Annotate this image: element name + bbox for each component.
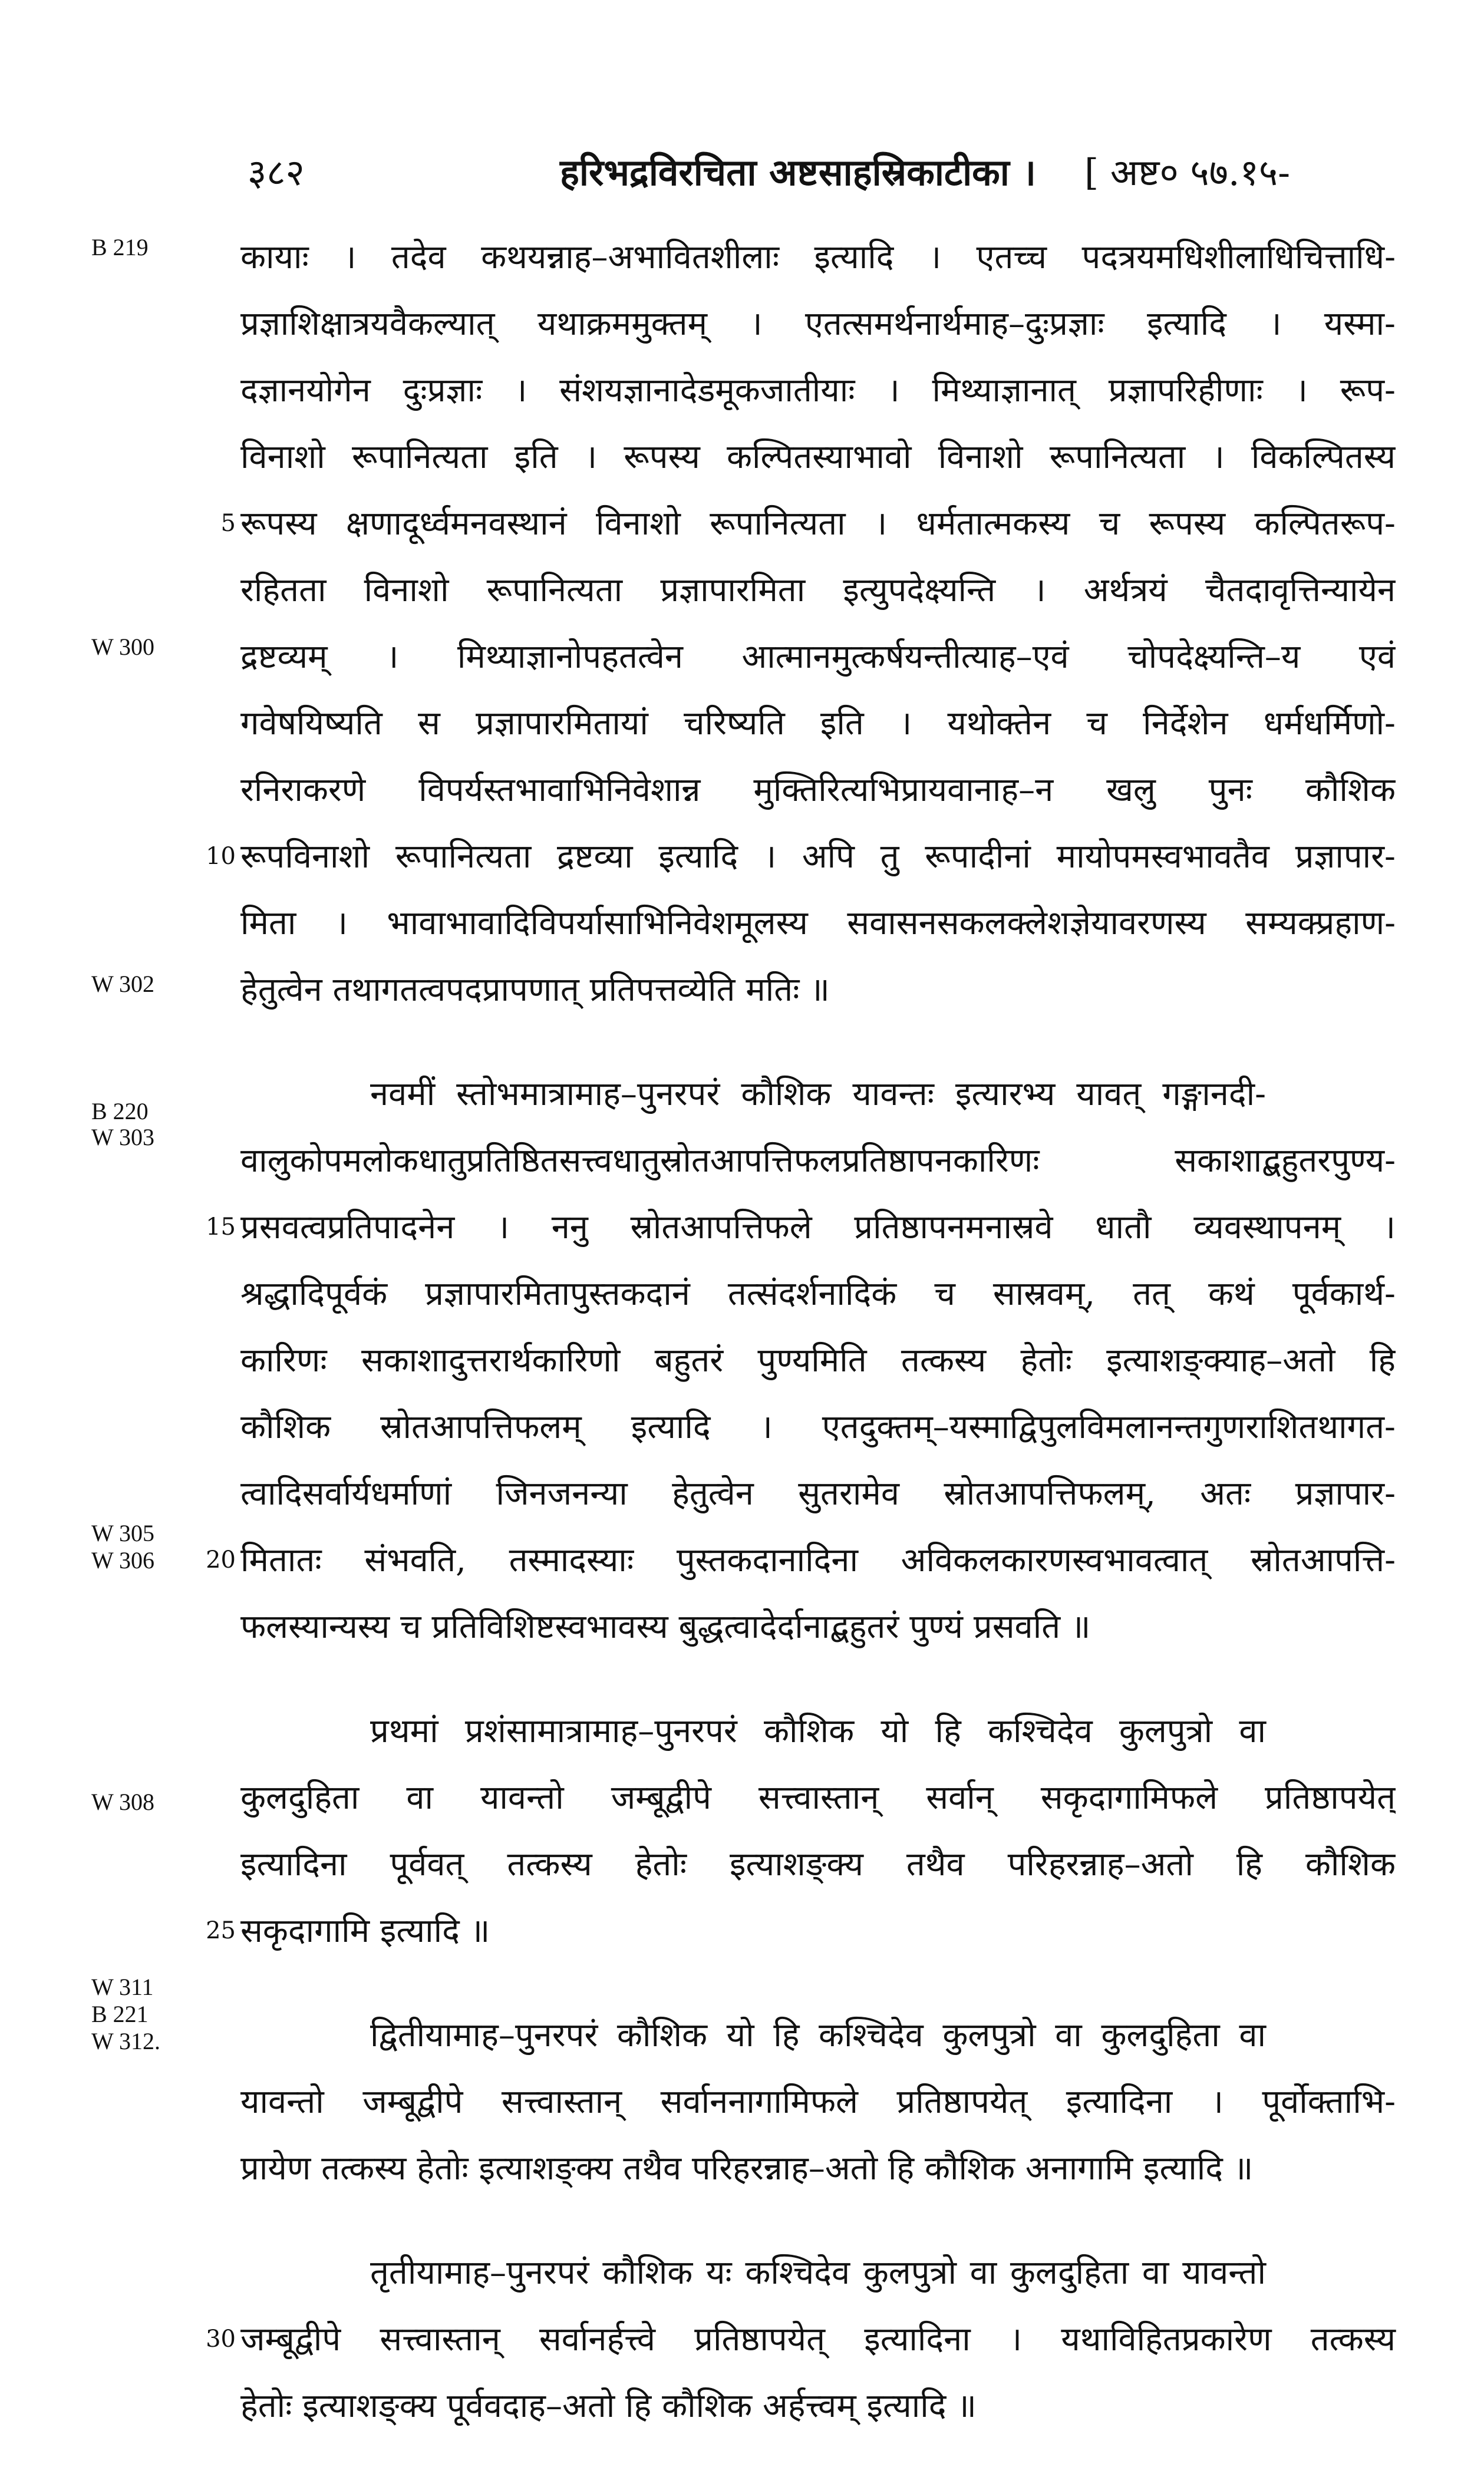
text-line — [220, 490, 1396, 557]
line-text: हेतुत्वेन तथागतत्वपदप्रापणात् प्रतिपत्तव्येति मतिः ॥ — [240, 971, 830, 1009]
text-line — [240, 890, 1396, 957]
text-line — [240, 1460, 1396, 1527]
line-text: हेतोः इत्याशङ्क्य पूर्ववदाह–अतो हि कौशिक अर्हत्त्वम् इत्यादि ॥ — [240, 2387, 977, 2425]
running-title: हरिभद्रविरचिता अष्टसाहस्रिकाटीका । — [560, 151, 1036, 194]
text-line — [240, 424, 1396, 490]
paragraph — [206, 1061, 1396, 1660]
running-header — [248, 146, 1403, 199]
text-line — [240, 690, 1396, 757]
text-line — [240, 1594, 1396, 1660]
text-line — [240, 1831, 1396, 1898]
line-text: त्वादिसर्वार्यधर्माणां जिनजनन्या हेतुत्वेन सुतरामेव स्रोतआपत्तिफलम्, अतः प्रज्ञापार- — [240, 1475, 1396, 1513]
line-text: जम्बूद्वीपे सत्त्वास्तान् सर्वानर्हत्त्वे प्रतिष्ठापयेत् इत्यादिना । यथाविहितप्रकारेण तत्कस्य — [240, 2320, 1396, 2359]
line-number: 15 — [206, 1213, 236, 1241]
line-text: तृतीयामाह–पुनरपरं कौशिक यः कश्चिदेव कुलपुत्रो वा कुलदुहिता वा यावन्तो — [370, 2254, 1266, 2292]
text-line — [206, 823, 1396, 890]
line-number: 10 — [206, 843, 236, 870]
text-line — [240, 1764, 1396, 1831]
line-text: कायाः । तदेव कथयन्नाह–अभावितशीलाः इत्यादि । एतच्च पदत्रयमधिशीलाधिचित्ताधि- — [240, 238, 1396, 276]
text-line — [206, 1898, 1396, 1964]
line-text: कुलदुहिता वा यावन्तो जम्बूद्वीपे सत्त्वास्तान् सर्वान् सकृदागामिफले प्रतिष्ठापयेत् — [240, 1779, 1396, 1817]
margin-ref: W 308 — [91, 1789, 155, 1815]
text-line — [240, 1327, 1396, 1394]
text-line — [206, 1194, 1396, 1261]
line-number: 30 — [206, 2326, 236, 2353]
text-line — [240, 757, 1396, 823]
line-text: फलस्यान्यस्य च प्रतिविशिष्टस्वभावस्य बुद्धत्वादेर्दानाद्बहुतरं पुण्यं प्रसवति ॥ — [240, 1608, 1091, 1646]
margin-ref: W 305 — [91, 1520, 155, 1546]
text-line — [240, 2069, 1396, 2135]
line-text: मिता । भावाभावादिविपर्यासाभिनिवेशमूलस्य सवासनसकलक्लेशज्ञेयावरणस्य सम्यक्प्रहाण- — [240, 904, 1396, 942]
line-text: इत्यादिना पूर्ववत् तत्कस्य हेतोः इत्याशङ्क्य तथैव परिहरन्नाह–अतो हि कौशिक — [240, 1845, 1396, 1884]
line-text: प्रायेण तत्कस्य हेतोः इत्याशङ्क्य तथैव परिहरन्नाह–अतो हि कौशिक अनागामि इत्यादि ॥ — [240, 2149, 1254, 2188]
line-text: सकृदागामि इत्यादि ॥ — [240, 1912, 490, 1950]
margin-ref: W 311 — [91, 1974, 154, 2000]
line-text: वालुकोपमलोकधातुप्रतिष्ठितसत्त्वधातुस्रोतआपत्तिफलप्रतिष्ठापनकारिणः सकाशाद्बहुतरपुण्य- — [240, 1142, 1396, 1180]
line-text: द्वितीयामाह–पुनरपरं कौशिक यो हि कश्चिदेव कुलपुत्रो वा कुलदुहिता वा — [370, 2016, 1266, 2054]
text-line — [240, 624, 1396, 690]
line-text: रहितता विनाशो रूपानित्यता प्रज्ञापारमिता इत्युपदेक्ष्यन्ति । अर्थत्रयं चैतदावृत्तिन्यायेन — [240, 571, 1396, 609]
margin-ref: B 220 — [91, 1098, 149, 1124]
line-text: नवमीं स्तोभमात्रामाह–पुनरपरं कौशिक यावन्तः इत्यारभ्य यावत् गङ्गानदी- — [370, 1075, 1266, 1113]
line-text: कौशिक स्रोतआपत्तिफलम् इत्यादि । एतदुक्तम्–यस्माद्विपुलविमलानन्तगुणराशितथागत- — [240, 1408, 1396, 1446]
text-line — [240, 2373, 1396, 2439]
text-line — [206, 2306, 1396, 2373]
text-line — [240, 957, 1396, 1023]
line-text: गवेषयिष्यति स प्रज्ञापारमितायां चरिष्यति इति । यथोक्तेन च निर्देशेन धर्मधर्मिणो- — [240, 704, 1396, 743]
page-number: ३८२ — [248, 151, 305, 194]
line-text: श्रद्धादिपूर्वकं प्रज्ञापारमितापुस्तकदानं तत्संदर्शनादिकं च सास्रवम्, तत् कथं पूर्वकार्थ- — [240, 1275, 1396, 1313]
margin-ref: W 306 — [91, 1547, 155, 1574]
section-reference: [ अष्ट० ५७.१५- — [1084, 151, 1291, 194]
text-line — [240, 291, 1396, 357]
text-line — [240, 2239, 1396, 2306]
margin-ref: B 219 — [91, 234, 149, 260]
text-line — [240, 1127, 1396, 1194]
line-text: दज्ञानयोगेन दुःप्रज्ञाः । संशयज्ञानादेडमूकजातीयाः । मिथ्याज्ञानात् प्रज्ञापरिहीणाः । रूप- — [240, 371, 1396, 410]
text-line — [240, 1698, 1396, 1764]
text-line — [240, 1261, 1396, 1327]
line-number: 25 — [206, 1917, 236, 1944]
text-line — [240, 1394, 1396, 1460]
line-text: प्रथमां प्रशंसामात्रामाह–पुनरपरं कौशिक यो हि कश्चिदेव कुलपुत्रो वा — [370, 1712, 1266, 1750]
line-text: यावन्तो जम्बूद्वीपे सत्त्वास्तान् सर्वाननागामिफले प्रतिष्ठापयेत् इत्यादिना । पूर्वोक्ताभि- — [240, 2083, 1396, 2121]
text-line — [240, 224, 1396, 291]
line-text: विनाशो रूपानित्यता इति । रूपस्य कल्पितस्याभावो विनाशो रूपानित्यता । विकल्पितस्य — [240, 438, 1396, 476]
paragraph — [206, 1698, 1396, 1964]
line-text: रूपविनाशो रूपानित्यता द्रष्टव्या इत्यादि । अपि तु रूपादीनां मायोपमस्वभावतैव प्रज्ञापार- — [240, 837, 1396, 876]
margin-ref: W 303 — [91, 1124, 155, 1150]
paragraph — [206, 2239, 1396, 2439]
text-line — [240, 2002, 1396, 2069]
line-text: प्रज्ञाशिक्षात्रयवैकल्यात् यथाक्रममुक्तम् । एतत्समर्थनार्थमाह–दुःप्रज्ञाः इत्यादि । यस्मा- — [240, 305, 1396, 343]
main-text — [206, 224, 1396, 2477]
line-text: मितातः संभवति, तस्मादस्याः पुस्तकदानादिना अविकलकारणस्वभावत्वात् स्रोतआपत्ति- — [240, 1541, 1396, 1579]
line-text: रूपस्य क्षणादूर्ध्वमनवस्थानं विनाशो रूपानित्यता । धर्मतात्मकस्य च रूपस्य कल्पितरूप- — [240, 504, 1396, 543]
paragraph — [240, 2002, 1396, 2202]
margin-ref: W 312. — [91, 2028, 161, 2054]
line-number: 20 — [206, 1546, 236, 1574]
text-line — [240, 357, 1396, 424]
text-line — [240, 2135, 1396, 2202]
text-line — [240, 557, 1396, 624]
line-text: रनिराकरणे विपर्यस्तभावाभिनिवेशान्न मुक्तिरित्यभिप्रायवानाह–न खलु पुनः कौशिक — [240, 771, 1396, 809]
margin-ref: W 300 — [91, 634, 155, 660]
line-text: द्रष्टव्यम् । मिथ्याज्ञानोपहतत्वेन आत्मानमुत्कर्षयन्तीत्याह–एवं चोपदेक्ष्यन्ति–य एवं — [240, 638, 1396, 676]
text-line — [206, 1527, 1396, 1594]
line-text: कारिणः सकाशादुत्तरार्थकारिणो बहुतरं पुण्यमिति तत्कस्य हेतोः इत्याशङ्क्याह–अतो हि — [240, 1341, 1396, 1380]
paragraph — [206, 224, 1396, 1023]
margin-ref: B 221 — [91, 2001, 149, 2027]
line-number: 5 — [220, 510, 236, 537]
text-line — [240, 1061, 1396, 1127]
line-text: प्रसवत्वप्रतिपादनेन । ननु स्रोतआपत्तिफले प्रतिष्ठापनमनास्रवे धातौ व्यवस्थापनम् । — [240, 1208, 1396, 1246]
margin-ref: W 302 — [91, 971, 155, 997]
